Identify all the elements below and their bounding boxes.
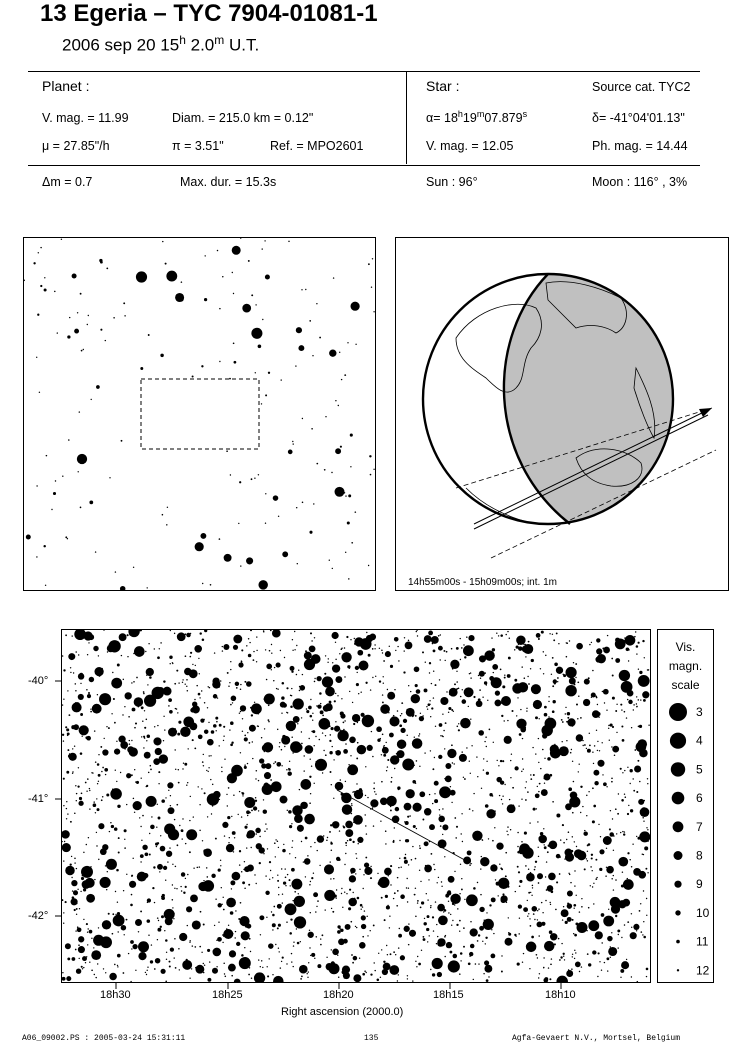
star-dot <box>335 400 336 401</box>
star-dot <box>331 472 332 473</box>
star-dot <box>79 411 80 412</box>
star-dot <box>37 314 39 316</box>
star-dot <box>81 350 83 352</box>
star-label: Star : <box>426 78 460 94</box>
star-dot <box>350 466 351 467</box>
y-tick-label: -42° <box>28 910 49 922</box>
star-dot <box>121 440 123 442</box>
page-title: 13 Egeria – TYC 7904-01081-1 <box>40 0 378 27</box>
star-dot <box>295 365 296 366</box>
star-dot <box>292 441 293 442</box>
planet-ref: Ref. = MPO2601 <box>270 139 364 153</box>
magnitude-legend <box>657 629 714 983</box>
legend-magnitude-label: 10 <box>696 905 710 920</box>
star-dot <box>88 315 89 316</box>
star-dot <box>204 298 207 301</box>
legend-magnitude-label: 6 <box>696 791 703 806</box>
star-dot <box>316 303 317 304</box>
star-dot <box>167 507 168 508</box>
star-dot <box>175 293 184 302</box>
star-dot <box>40 285 42 287</box>
star-dot <box>46 455 48 457</box>
star-dot <box>219 361 220 362</box>
star-dot <box>24 280 25 282</box>
star-dot <box>329 350 336 357</box>
star-dot <box>195 542 204 551</box>
star-dot <box>255 304 256 305</box>
star-dot <box>43 545 45 547</box>
star-dot <box>298 345 304 351</box>
star-dot <box>123 302 125 304</box>
star-dot <box>40 247 41 248</box>
star-dot <box>109 477 110 478</box>
star-dot <box>265 523 266 524</box>
header-rule-mid <box>28 165 700 166</box>
star-dot <box>54 291 56 293</box>
star-dot <box>255 372 256 373</box>
star-dot <box>62 475 63 476</box>
star-dot <box>124 315 125 316</box>
star-dot <box>251 294 253 296</box>
zoom-field-box <box>141 379 259 449</box>
star-dot <box>373 469 374 470</box>
star-dot <box>305 289 306 290</box>
star-dot <box>341 379 342 380</box>
star-dot <box>105 340 106 341</box>
star-dot <box>89 501 93 505</box>
star-dot <box>313 503 314 504</box>
star-dot <box>51 509 52 510</box>
star-ra: $\alpha= 18^h19^m07.879^s$ <box>426 109 528 126</box>
star-dot <box>368 263 370 265</box>
max-duration: Max. dur. = 15.3s <box>180 175 277 189</box>
star-dot <box>140 367 143 370</box>
star-dot <box>351 542 353 544</box>
star-dot <box>309 531 312 534</box>
star-dot <box>217 250 219 252</box>
star-dot <box>36 357 37 358</box>
star-dot <box>115 571 116 572</box>
legend-magnitude-label: 4 <box>696 733 703 748</box>
x-tick-label: 18h30 <box>100 989 131 1001</box>
star-dot <box>371 287 372 288</box>
star-dot <box>311 428 313 430</box>
star-dot <box>44 277 45 278</box>
star-dot <box>80 507 82 509</box>
star-dot <box>296 507 297 508</box>
star-dot <box>166 524 167 525</box>
star-phmag: Ph. mag. = 14.44 <box>592 139 688 153</box>
star-dot <box>240 565 241 566</box>
star-dot <box>45 585 46 586</box>
star-dot <box>77 454 87 464</box>
star-dot <box>57 332 58 333</box>
footer-file-info: A06_09002.PS : 2005-03-24 15:31:11 <box>22 1034 186 1043</box>
x-tick-label: 18h20 <box>323 989 354 1001</box>
star-dot <box>345 495 346 496</box>
star-dot <box>242 304 251 313</box>
star-dot <box>202 583 203 584</box>
star-dot <box>254 478 255 479</box>
legend-magnitude-label: 8 <box>696 848 703 863</box>
star-dot <box>100 261 103 264</box>
star-dot <box>251 328 262 339</box>
star-dot <box>329 560 330 561</box>
path-arrowhead <box>699 408 712 417</box>
star-dot <box>338 405 339 406</box>
star-dot <box>200 533 206 539</box>
star-dot <box>232 272 233 273</box>
legend-magnitude-dot <box>675 910 680 915</box>
star-dot <box>162 514 164 516</box>
star-dot <box>312 355 313 356</box>
star-dot <box>368 565 369 566</box>
star-dot <box>369 455 371 457</box>
event-datetime: 2006 sep 20 15$^h$ 2.0$^m$ U.T. <box>62 33 260 55</box>
star-dot <box>113 317 115 319</box>
star-dot <box>348 578 350 580</box>
star-dot <box>347 342 348 343</box>
star-dot <box>332 568 333 569</box>
star-dot <box>240 238 241 239</box>
x-tick-label: 18h25 <box>212 989 243 1001</box>
legend-magnitude-dot <box>672 792 685 805</box>
star-dot <box>246 557 253 564</box>
star-dot <box>204 255 205 256</box>
star-dot <box>65 536 67 538</box>
star-dot <box>268 372 270 374</box>
finder-chart-svg <box>24 238 375 590</box>
star-dot <box>325 416 326 417</box>
star-dot <box>370 474 372 476</box>
legend-svg <box>658 630 713 982</box>
planet-label: Planet : <box>42 78 90 94</box>
star-dot <box>233 293 234 294</box>
star-dot <box>68 439 70 441</box>
planet-diameter: Diam. = 215.0 km = 0.12" <box>172 111 314 125</box>
star-dot <box>80 293 82 295</box>
star-dot <box>239 481 241 483</box>
star-vmag: V. mag. = 12.05 <box>426 139 514 153</box>
star-dot <box>232 246 241 255</box>
planet-parallax: π = 3.51" <box>172 139 224 153</box>
legend-magnitude-label: 11 <box>696 934 709 949</box>
header-rule-top <box>28 71 700 72</box>
moon-info: Moon : 116° , 3% <box>592 175 688 189</box>
star-dot <box>265 274 270 279</box>
star-dot <box>355 344 356 345</box>
star-dot <box>302 418 303 419</box>
x-axis-label: Right ascension (2000.0) <box>281 1006 404 1018</box>
star-dot <box>96 385 100 389</box>
star-dot <box>229 378 231 380</box>
star-dot <box>324 469 326 471</box>
star-dot <box>120 586 126 590</box>
legend-magnitude-dot <box>677 969 679 971</box>
star-dot <box>248 260 250 262</box>
star-dot <box>258 580 267 589</box>
star-dot <box>288 241 289 242</box>
star-dot <box>222 276 223 277</box>
y-tick-label: -40° <box>28 675 49 687</box>
star-dot <box>226 450 228 452</box>
star-dot <box>192 375 194 377</box>
star-dot <box>339 352 340 353</box>
star-dot <box>67 538 68 539</box>
legend-title-3: scale <box>671 678 700 692</box>
star-dot <box>273 495 279 501</box>
star-dot <box>26 535 31 540</box>
x-tick-label: 18h15 <box>433 989 464 1001</box>
header-divider <box>406 71 407 164</box>
star-dot <box>165 263 167 265</box>
star-dot <box>78 471 79 472</box>
star-dot <box>262 248 263 249</box>
star-dot <box>301 289 302 290</box>
star-dot <box>347 521 350 524</box>
finder-chart <box>23 237 376 591</box>
star-dot <box>258 474 259 475</box>
star-dot <box>233 342 235 344</box>
page-number: 135 <box>364 1034 379 1043</box>
star-dot <box>224 554 232 562</box>
star-dot <box>344 492 346 494</box>
legend-magnitude-dot <box>670 733 686 749</box>
star-dot <box>166 271 177 282</box>
star-dot <box>251 478 253 480</box>
star-dot <box>319 337 321 339</box>
star-dot <box>67 335 70 338</box>
star-dot <box>238 523 239 524</box>
star-dot <box>87 324 88 325</box>
legend-magnitude-label: 7 <box>696 819 703 834</box>
legend-magnitude-dot <box>674 851 683 860</box>
star-dot <box>36 485 37 486</box>
y-tick-label: -41° <box>28 793 49 805</box>
star-dot <box>160 354 163 357</box>
globe-caption: 14h55m00s - 15h09m00s; int. 1m <box>408 577 557 588</box>
star-dot <box>293 443 294 444</box>
legend-title-1: Vis. <box>675 640 696 654</box>
star-dot <box>230 474 231 475</box>
star-dot <box>136 271 147 282</box>
star-dot <box>335 487 345 497</box>
globe-panel <box>395 237 729 591</box>
star-dot <box>219 538 221 540</box>
star-dot <box>282 551 288 557</box>
star-dot <box>264 240 265 241</box>
star-dot <box>148 334 150 336</box>
legend-magnitude-dot <box>676 940 680 944</box>
star-dot <box>39 392 40 393</box>
star-dot <box>372 258 373 259</box>
star-dot <box>147 587 148 588</box>
star-dot <box>95 551 96 552</box>
legend-magnitude-dot <box>673 821 684 832</box>
star-dot <box>33 262 35 264</box>
legend-magnitude-dot <box>671 762 685 776</box>
legend-magnitude-dot <box>669 703 687 721</box>
star-dot <box>258 345 262 349</box>
star-dot <box>106 267 108 269</box>
star-dot <box>373 311 374 312</box>
star-dot <box>72 274 77 279</box>
sun-elongation: Sun : 96° <box>426 175 478 189</box>
star-dot <box>278 516 279 517</box>
delta-mag: Δm = 0.7 <box>42 175 93 189</box>
star-dot <box>55 480 56 481</box>
legend-magnitude-label: 12 <box>696 963 710 978</box>
star-dot <box>38 252 39 253</box>
star-dot <box>133 567 134 568</box>
star-dot <box>340 446 342 448</box>
star-dot <box>261 403 262 404</box>
legend-magnitude-label: 5 <box>696 762 703 777</box>
star-dot <box>91 399 92 400</box>
star-dot <box>201 365 203 367</box>
star-dot <box>288 450 293 455</box>
planet-vmag: V. mag. = 11.99 <box>42 111 129 125</box>
star-dot <box>77 312 78 313</box>
star-dot <box>162 241 163 242</box>
footer-publisher: Agfa-Gevaert N.V., Mortsel, Belgium <box>512 1034 681 1043</box>
star-dot <box>355 511 357 513</box>
star-dot <box>219 308 221 310</box>
legend-magnitude-dot <box>674 881 681 888</box>
star-dot <box>281 379 282 380</box>
chart-ticks <box>55 625 655 991</box>
star-dot <box>36 556 37 557</box>
star-dot <box>309 320 311 322</box>
star-dot <box>345 552 346 553</box>
star-dot <box>333 277 334 278</box>
x-tick-label: 18h10 <box>545 989 576 1001</box>
star-dot <box>297 563 298 564</box>
star-dot <box>351 302 360 311</box>
star-dot <box>316 463 318 465</box>
star-dot <box>61 239 62 240</box>
star-dot <box>53 492 56 495</box>
star-dec: δ= -41°04'01.13" <box>592 111 685 125</box>
star-dot <box>83 349 84 350</box>
star-dot <box>348 494 351 497</box>
star-source: Source cat. TYC2 <box>592 80 691 94</box>
star-dot <box>210 584 212 586</box>
star-dot <box>350 434 353 437</box>
star-dot <box>100 329 102 331</box>
star-dot <box>265 394 267 396</box>
star-dot <box>74 329 79 334</box>
star-dot <box>344 374 346 376</box>
legend-magnitude-label: 9 <box>696 877 703 892</box>
star-dot <box>262 319 263 320</box>
star-dot <box>335 448 341 454</box>
star-dot <box>296 327 302 333</box>
globe-svg <box>396 238 728 590</box>
star-dot <box>302 502 304 504</box>
star-dot <box>44 288 47 291</box>
star-dot <box>181 281 183 283</box>
legend-magnitude-label: 3 <box>696 705 703 719</box>
legend-title-2: magn. <box>668 659 703 673</box>
star-dot <box>234 361 237 364</box>
planet-motion: μ = 27.85"/h <box>42 139 110 153</box>
star-dot <box>69 317 70 318</box>
star-dot <box>265 493 266 494</box>
